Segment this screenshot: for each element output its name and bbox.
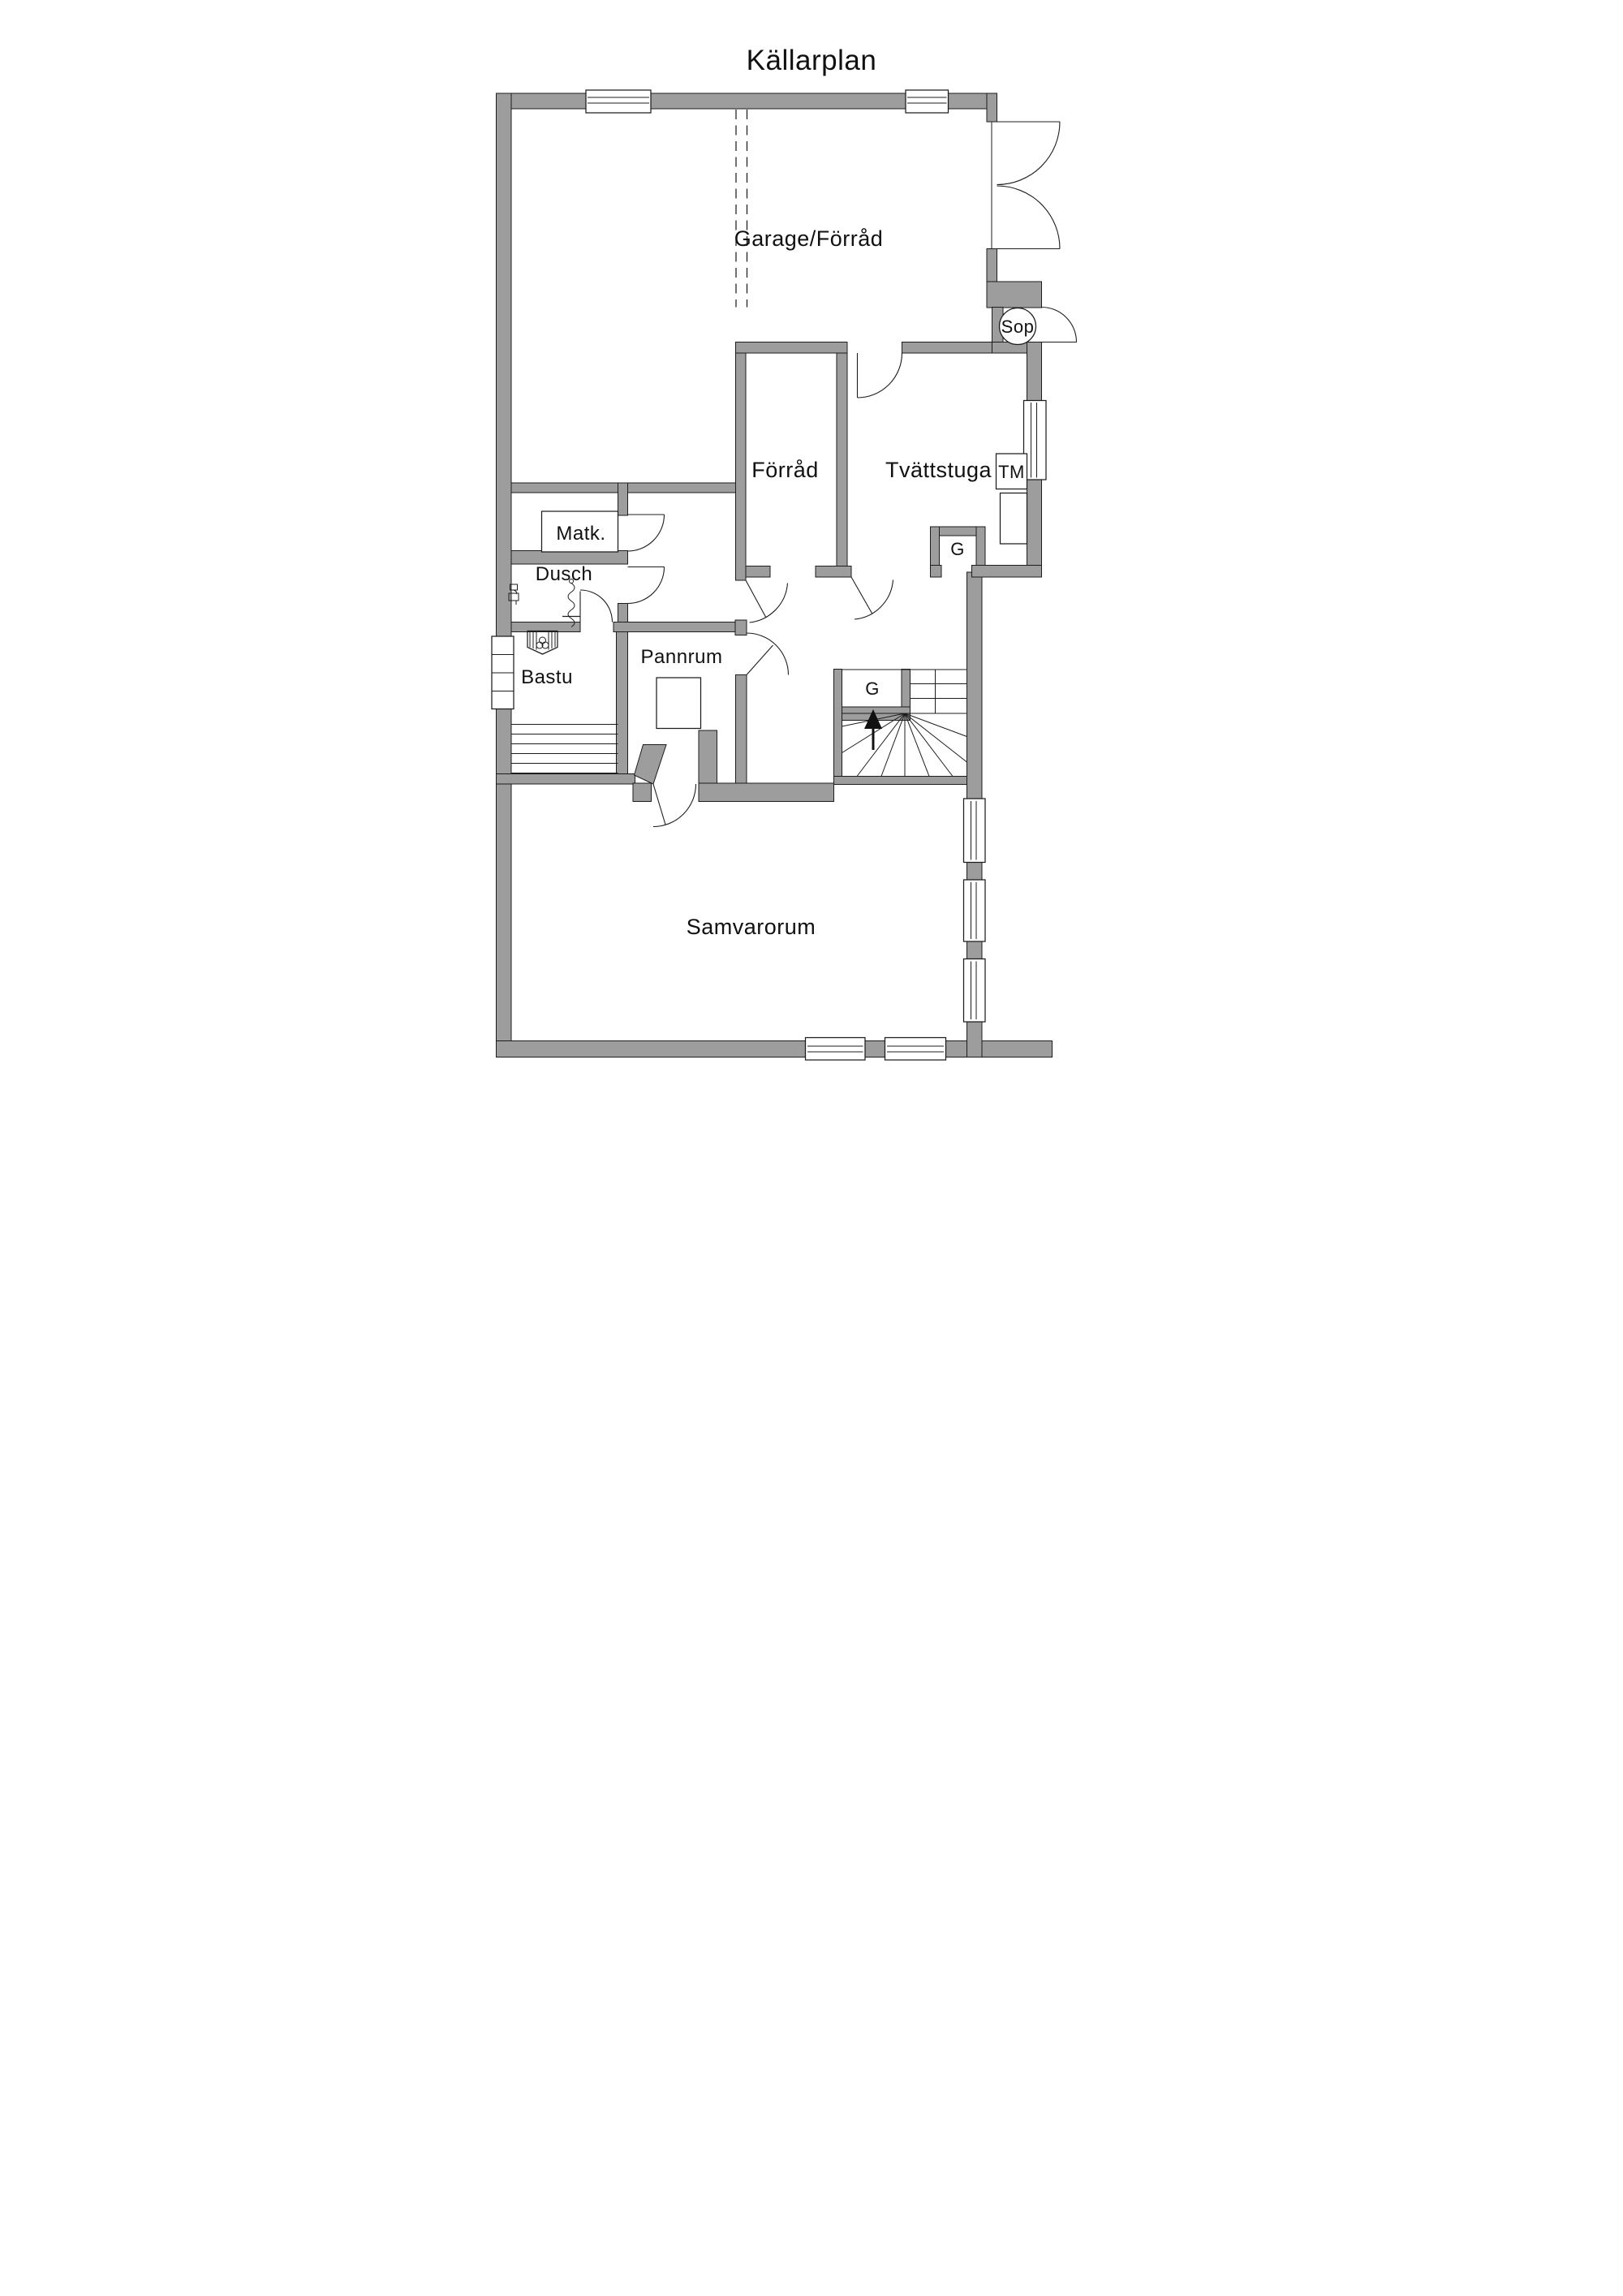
wall-left <box>497 93 512 1058</box>
wall-forrad-top <box>736 342 848 354</box>
window-left-bastu <box>492 636 514 709</box>
label-matk: Matk. <box>556 523 606 545</box>
wall-stair-left <box>834 670 842 785</box>
wall-stair-bottom <box>834 777 967 785</box>
window-right-2 <box>964 880 986 941</box>
wall-stub-flue <box>633 783 652 802</box>
label-tm: TM <box>998 462 1025 482</box>
sop-door <box>1042 308 1077 342</box>
floorplan-page <box>406 0 1217 1148</box>
floorplan-drawing <box>406 0 1217 1148</box>
sauna-benches <box>511 725 618 773</box>
tvatt-bench <box>1001 493 1027 545</box>
label-samvarorum: Samvarorum <box>686 915 816 939</box>
window-top-right <box>906 90 949 113</box>
wall-flue <box>635 745 667 785</box>
label-garage: Garage/Förråd <box>734 226 884 251</box>
label-tvattstuga: Tvättstuga <box>885 458 992 482</box>
label-g-stair: G <box>865 678 880 699</box>
wall-pannrum-right <box>736 675 747 785</box>
fixtures <box>509 110 1036 777</box>
label-forrad: Förråd <box>751 458 819 482</box>
wall-forrad-right <box>837 353 847 566</box>
label-dusch: Dusch <box>535 563 593 585</box>
wall-dusch-east <box>618 604 628 623</box>
wall-forrad-left <box>736 353 747 580</box>
hall-door-west <box>746 580 788 622</box>
label-g-tvatt: G <box>950 539 965 559</box>
samvarorum-door <box>653 784 696 827</box>
window-top-left <box>586 90 651 113</box>
wall-band-geast <box>972 566 1042 578</box>
wall-garage-right-top <box>987 93 997 122</box>
label-sop: Sop <box>1001 317 1035 337</box>
dusch-door <box>628 567 665 604</box>
wall-matk-east-1 <box>618 483 628 515</box>
wall-bastu-south <box>497 774 635 785</box>
matk-door <box>628 515 665 551</box>
wall-matk-dusch <box>511 551 628 565</box>
bastu-door <box>580 590 613 622</box>
tvattstuga-door <box>858 353 902 398</box>
window-right-1 <box>964 799 986 863</box>
wall-hall-band <box>613 622 735 632</box>
wall-forrad-south-east <box>816 566 851 578</box>
wall-sop-top <box>987 282 1042 308</box>
wall-forrad-south-west <box>746 566 770 578</box>
boiler <box>657 678 701 729</box>
wall-dusch-south-west <box>511 622 580 632</box>
stair-winders <box>842 713 967 777</box>
wall-lobby-south <box>699 783 834 802</box>
wall-tvatt-top <box>902 342 992 354</box>
hall-door-east <box>851 577 893 619</box>
pannrum-door <box>747 633 789 675</box>
window-right-3 <box>964 959 986 1023</box>
wall-garage-right-bottom <box>987 249 997 283</box>
room-labels <box>521 226 1034 939</box>
label-bastu: Bastu <box>521 666 573 688</box>
label-pannrum: Pannrum <box>640 646 723 668</box>
wall-band-gwest <box>931 566 942 578</box>
plan-title: Källarplan <box>746 45 877 76</box>
shower-curtain <box>562 579 580 627</box>
sauna-heater-icon <box>527 631 558 655</box>
wall-hall-pillar <box>735 620 747 635</box>
window-bottom-left <box>806 1038 866 1061</box>
garage-double-door <box>992 122 1060 249</box>
wall-bastu-pannrum <box>617 632 628 776</box>
window-bottom-right <box>885 1038 946 1061</box>
